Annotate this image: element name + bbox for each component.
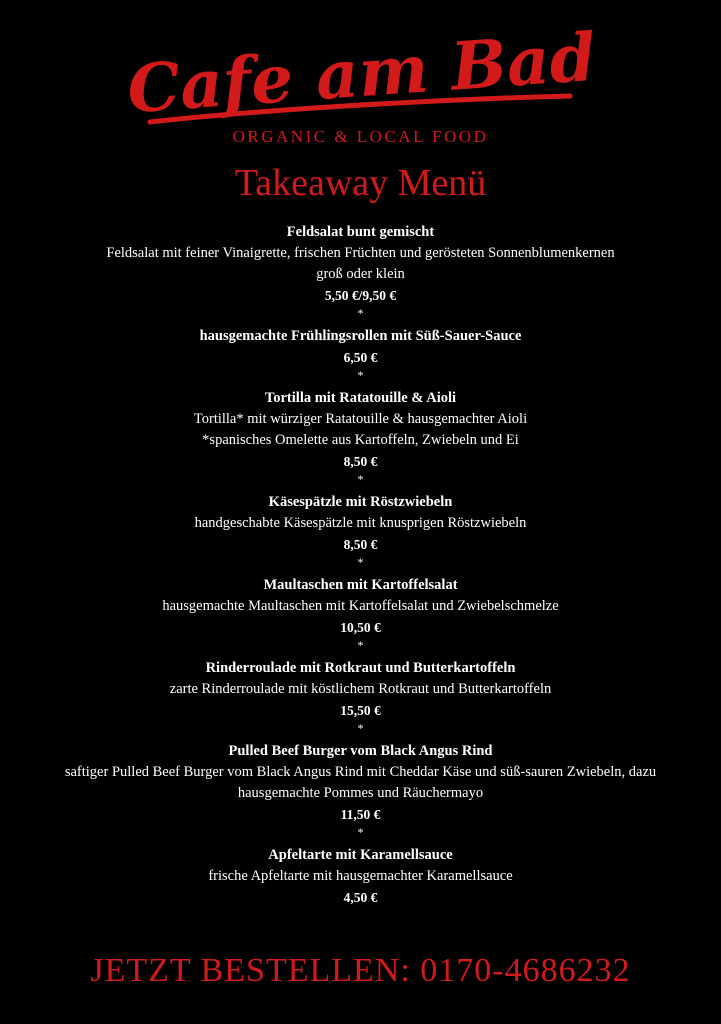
menu-item-price: 11,50 €: [340, 807, 381, 822]
menu-item-description: Feldsalat mit feiner Vinaigrette, frischen Früchten und gerösteten Sonnenblumenkernen: [106, 245, 615, 261]
menu-list: [0, 222, 721, 908]
menu-item: [0, 575, 721, 653]
menu-item: [0, 388, 721, 487]
menu-item-description: zarte Rinderroulade mit köstlichem Rotkraut und Butterkartoffeln: [169, 681, 552, 697]
menu-item-name: Maultaschen mit Kartoffelsalat: [263, 577, 458, 593]
menu-item: [0, 845, 721, 908]
order-phone-cta: JETZT BESTELLEN: 0170-4686232: [90, 952, 631, 989]
menu-item-name: Käsespätzle mit Röstzwiebeln: [268, 494, 453, 510]
menu-item-name: Feldsalat bunt gemischt: [286, 224, 435, 240]
menu-item-price: 15,50 €: [340, 703, 381, 718]
menu-item-description: handgeschabte Käsespätzle mit knusprigen Röstzwiebeln: [194, 515, 527, 531]
menu-separator: *: [357, 368, 364, 382]
menu-item-description: Tortilla* mit würziger Ratatouille & hausgemachter Aioli: [193, 411, 528, 427]
menu-separator: *: [357, 721, 364, 735]
menu-item-name: hausgemachte Frühlingsrollen mit Süß-Sauer-Sauce: [199, 328, 522, 344]
menu-item-description: hausgemachte Maultaschen mit Kartoffelsalat und Zwiebelschmelze: [162, 598, 559, 614]
menu-item-name: Pulled Beef Burger vom Black Angus Rind: [228, 743, 493, 759]
menu-item-description: hausgemachte Pommes und Räuchermayo: [237, 785, 484, 801]
menu-separator: *: [357, 638, 364, 652]
menu-item: [0, 492, 721, 570]
menu-separator: *: [357, 472, 364, 486]
menu-item-description: groß oder klein: [316, 266, 405, 282]
menu-item: [0, 741, 721, 840]
menu-separator: *: [357, 306, 364, 320]
menu-item-description: *spanisches Omelette aus Kartoffeln, Zwiebeln und Ei: [202, 432, 519, 448]
menu-item-description: frische Apfeltarte mit hausgemachter Karamellsauce: [208, 868, 513, 884]
menu-item-price: 6,50 €: [343, 350, 378, 365]
menu-separator: *: [357, 555, 364, 569]
menu-item-name: Tortilla mit Ratatouille & Aioli: [264, 390, 457, 406]
menu-item: [0, 326, 721, 383]
menu-item-description: saftiger Pulled Beef Burger vom Black Angus Rind mit Cheddar Käse und süß-sauren Zwiebeln, dazu: [64, 764, 657, 780]
tagline: ORGANIC & LOCAL FOOD: [232, 127, 489, 146]
menu-item-name: Apfeltarte mit Karamellsauce: [268, 847, 453, 863]
menu-item-price: 5,50 €/9,50 €: [324, 288, 397, 303]
menu-item-price: 10,50 €: [340, 620, 381, 635]
menu-item: [0, 222, 721, 321]
cafe-logo-artwork: [0, 0, 721, 130]
logo-lettering: Cafe am Bad: [124, 17, 599, 129]
menu-item: [0, 658, 721, 736]
menu-item-price: 8,50 €: [343, 454, 378, 469]
page-title: Takeaway Menü: [234, 162, 487, 204]
menu-item-name: Rinderroulade mit Rotkraut und Butterkartoffeln: [205, 660, 516, 676]
menu-item-price: 8,50 €: [343, 537, 378, 552]
menu-separator: *: [357, 825, 364, 839]
cafe-logo: [0, 0, 721, 130]
menu-item-price: 4,50 €: [343, 890, 378, 905]
